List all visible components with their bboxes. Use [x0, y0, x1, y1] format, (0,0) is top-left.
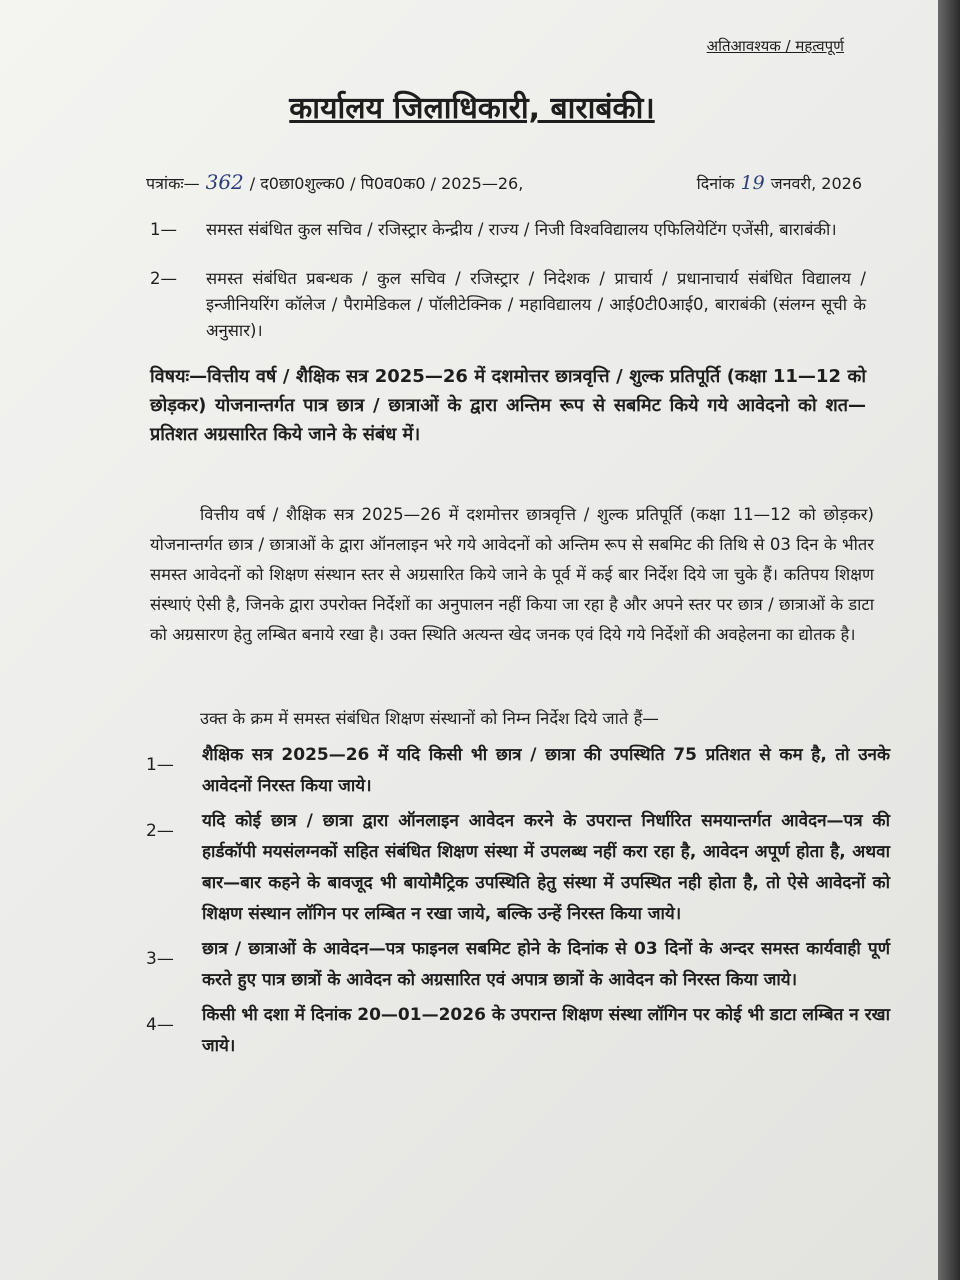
instruction-text: यदि कोई छात्र / छात्रा द्वारा ऑनलाइन आवेदन करने के उपरान्त निर्धारित समयान्तर्गत आवेदन—पत्र की हार्डकॉपी मयसंलग्नकों सहित संबंधित शिक्षण संस्था में उपलब्ध नहीं करा रहा है, आवेदन अपूर्ण होता है, अथवा बार—बार कहने के बावजूद भी बायोमैट्रिक उपस्थिति हेतु संस्था में उपस्थित नही होता है, तो ऐसे आवेदनों को शिक्षण संस्थान लॉगिन पर लम्बित न रखा जाये, बल्कि उन्हें निरस्त किया जाये।: [202, 811, 890, 924]
reference-code: / द0छा0शुल्क0 / पि0व0क0 / 2025—26,: [249, 174, 524, 193]
instruction-number: 3—: [146, 949, 174, 969]
date-month-year: जनवरी, 2026: [770, 174, 862, 193]
subject: विषयः—वित्तीय वर्ष / शैक्षिक सत्र 2025—26 में दशमोत्तर छात्रवृत्ति / शुल्क प्रतिपूर्ति (कक्षा 11—12 को छोड़कर) योजनान्तर्गत पात्र छात्र / छात्राओं के द्वारा अन्तिम रूप से सबमिट किये गये आवेदनो को शत—प्रतिशत अग्रसारित किये जाने के संबंध में।: [150, 366, 866, 445]
priority-mark: अतिआवश्यक / महत्वपूर्ण: [706, 37, 844, 55]
instruction-item: [146, 806, 890, 930]
addressee-1: [150, 217, 866, 243]
reference-number: 362: [205, 170, 244, 194]
date-day: 19: [740, 172, 765, 194]
instruction-number: 4—: [146, 1015, 174, 1035]
addressee-number: 2—: [150, 269, 177, 288]
instruction-list: [146, 740, 890, 1066]
body-paragraph: वित्तीय वर्ष / शैक्षिक सत्र 2025—26 में दशमोत्तर छात्रवृत्ति / शुल्क प्रतिपूर्ति (कक्षा 11—12 को छोड़कर) योजनान्तर्गत छात्र / छात्राओं के द्वारा ऑनलाइन भरे गये आवेदनों को अन्तिम रूप से सबमिट की तिथि से 03 दिन के भीतर समस्त आवेदनों को शिक्षण संस्थान स्तर से अग्रसारित किये जाने के पूर्व में कई बार निर्देश दिये जा चुके हैं। कतिपय शिक्षण संस्थाएं ऐसी है, जिनके द्वारा उपरोक्त निर्देशों का अनुपालन नहीं किया जा रहा है और अपने स्तर पर छात्र / छात्राओं के डाटा को अग्रसारण हेतु लम्बित बनाये रखा है। उक्त स्थिति अत्यन्त खेद जनक एवं दिये गये निर्देशों की अवहेलना का द्योतक है।: [150, 505, 874, 644]
addressee-number: 1—: [150, 220, 177, 239]
date-label: दिनांक: [696, 174, 735, 193]
addressee-text: समस्त संबंधित प्रबन्धक / कुल सचिव / रजिस्ट्रार / निदेशक / प्राचार्य / प्रधानाचार्य संबंधित विद्यालय / इन्जीनियरिंग कॉलेज / पैरामेडिकल / पॉलीटेक्निक / महाविद्यालय / आई0टी0आई0, बाराबंकी (संलग्न सूची के अनुसार)।: [206, 269, 866, 340]
instruction-text: शैक्षिक सत्र 2025—26 में यदि किसी भी छात्र / छात्रा की उपस्थिति 75 प्रतिशत से कम है, तो उनके आवेदनों निरस्त किया जाये।: [202, 745, 890, 796]
date-block: [697, 172, 862, 194]
reference-number-block: [146, 170, 523, 194]
instruction-number: 1—: [146, 755, 174, 775]
instruction-text: किसी भी दशा में दिनांक 20—01—2026 के उपरान्त शिक्षण संस्था लॉगिन पर कोई भी डाटा लम्बित न रखा जाये।: [202, 1005, 890, 1056]
background-edge: [938, 0, 960, 1280]
instruction-number: 2—: [146, 821, 174, 841]
office-title: कार्यालय जिलाधिकारी, बाराबंकी।: [289, 91, 655, 126]
reference-label: पत्रांकः—: [146, 174, 200, 193]
addressee-text: समस्त संबंधित कुल सचिव / रजिस्ट्रार केन्द्रीय / राज्य / निजी विश्वविद्यालय एफिलियेटिंग एजेंसी, बाराबंकी।: [206, 220, 837, 239]
instructions-intro: उक्त के क्रम में समस्त संबंधित शिक्षण संस्थानों को निम्न निर्देश दिये जाते हैं—: [200, 709, 659, 728]
reference-line: [146, 170, 862, 194]
addressee-2: [150, 266, 866, 344]
instruction-item: [146, 934, 890, 996]
instruction-text: छात्र / छात्राओं के आवेदन—पत्र फाइनल सबमिट होने के दिनांक से 03 दिनों के अन्दर समस्त कार्यवाही पूर्ण करते हुए पात्र छात्रों के आवेदन को अग्रसारित एवं अपात्र छात्रों के आवेदन को निरस्त किया जाये।: [202, 939, 890, 990]
instruction-item: [146, 740, 890, 802]
instruction-item: [146, 1000, 890, 1062]
